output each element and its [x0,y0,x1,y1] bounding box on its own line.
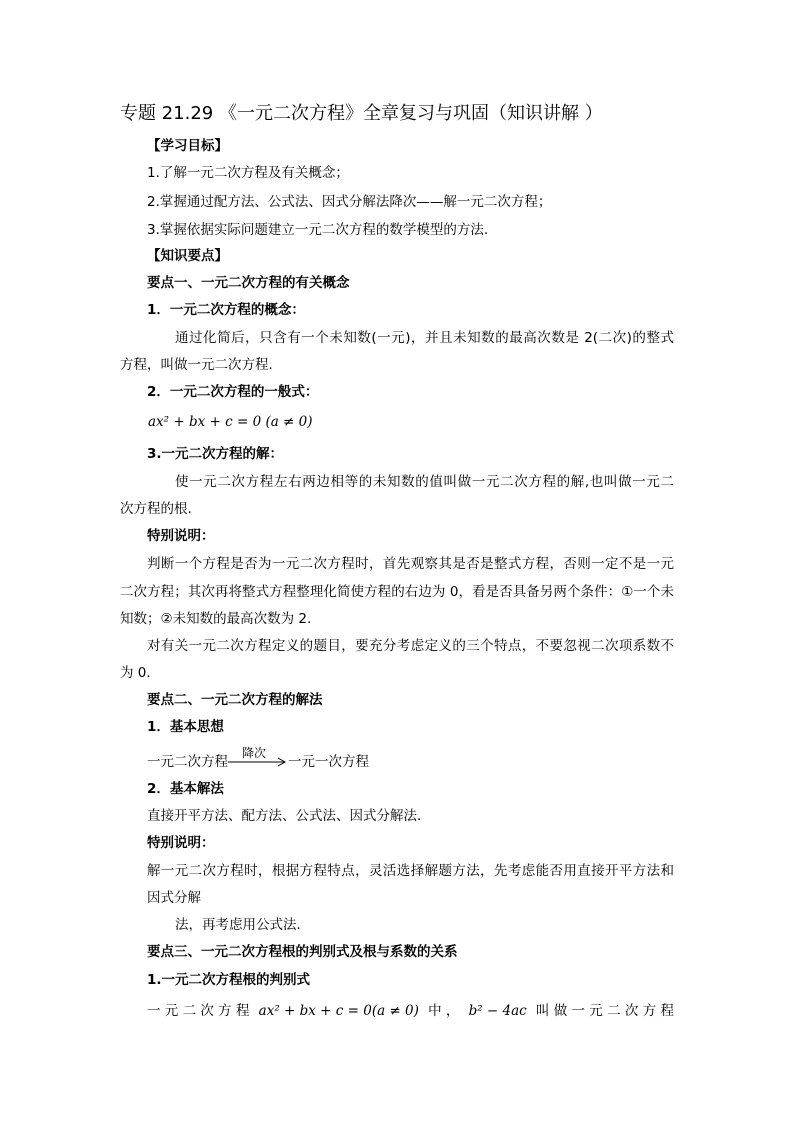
subsection-title: 2．基本解法 [147,781,224,797]
section-heading: 要点三、一元二次方程根的判别式及根与系数的关系 [147,944,458,960]
right-arrow-icon [228,752,288,772]
discriminant-mid: 中 ， [428,1003,460,1019]
paragraph-line: 次方程的根. [120,501,192,517]
goal-item: 1.了解一元二次方程及有关概念； [147,165,349,181]
paragraph-line: 二次方程；其次再将整式方程整理化简使方程的右边为 0，看是否具备另两个条件：①一个未 [120,584,674,600]
discriminant-expression: b² − 4ac [468,1003,527,1019]
discriminant-prefix: 一 元 二 次 方 程 [147,1003,250,1019]
page-title: 专题 21.29 《一元二次方程》全章复习与巩固（知识讲解 ） [120,103,603,124]
note-title: 特别说明： [147,835,215,851]
flow-arrow [228,746,288,772]
paragraph-line: 使一元二次方程左右两边相等的未知数的值叫做一元二次方程的解,也叫做一元二 [175,474,674,490]
paragraph-line: 通过化简后，只含有一个未知数(一元)，并且未知数的最高次数是 2(二次)的整式 [175,330,674,346]
points-heading: 【知识要点】 [147,248,228,264]
flow-arrow-label: 降次 [242,746,267,760]
subsection-title: 1.一元二次方程根的判别式 [147,972,311,988]
subsection-title: 3.一元二次方程的解： [147,446,284,462]
goal-item: 2.掌握通过配方法、公式法、因式分解法降次——解一元二次方程； [147,194,552,210]
flow-left-text: 一元二次方程 [147,754,228,770]
paragraph-line: 对有关一元二次方程定义的题目，要充分考虑定义的三个特点，不要忽视二次项系数不 [147,638,674,654]
general-form-formula: ax² + bx + c = 0 (a ≠ 0) [148,414,313,430]
discriminant-equation: ax² + bx + c = 0(a ≠ 0) [258,1003,419,1019]
discriminant-suffix: 叫 做 一 元 二 次 方 程 [535,1003,674,1019]
paragraph-line: 知数；②未知数的最高次数为 2. [120,611,312,627]
paragraph-line: 解一元二次方程时，根据方程特点，灵活选择解题方法，先考虑能否用直接开平方法和 [147,863,674,879]
note-title: 特别说明： [147,528,215,544]
discriminant-line [147,1001,674,1021]
paragraph-line: 方程，叫做一元二次方程． [120,357,282,373]
subsection-title: 2．一元二次方程的一般式： [147,384,319,400]
goals-heading: 【学习目标】 [147,138,228,154]
paragraph-line: 为 0． [120,665,160,681]
section-heading: 要点二、一元二次方程的解法 [147,692,323,708]
paragraph-line: 法，再考虑用公式法． [175,917,310,933]
paragraph-line: 判断一个方程是否为一元二次方程时，首先观察其是否是整式方程，否则一定不是一元 [147,556,674,572]
paragraph-line: 直接开平方法、配方法、公式法、因式分解法． [147,808,431,824]
subsection-title: 1．一元二次方程的概念： [147,302,305,318]
paragraph-line: 因式分解 [147,890,201,906]
goal-item: 3.掌握依据实际问题建立一元二次方程的数学模型的方法. [147,222,489,238]
subsection-title: 1．基本思想 [147,719,224,735]
flow-right-text: 一元一次方程 [288,754,369,770]
method-flow [147,746,369,772]
section-heading: 要点一、一元二次方程的有关概念 [147,275,350,291]
